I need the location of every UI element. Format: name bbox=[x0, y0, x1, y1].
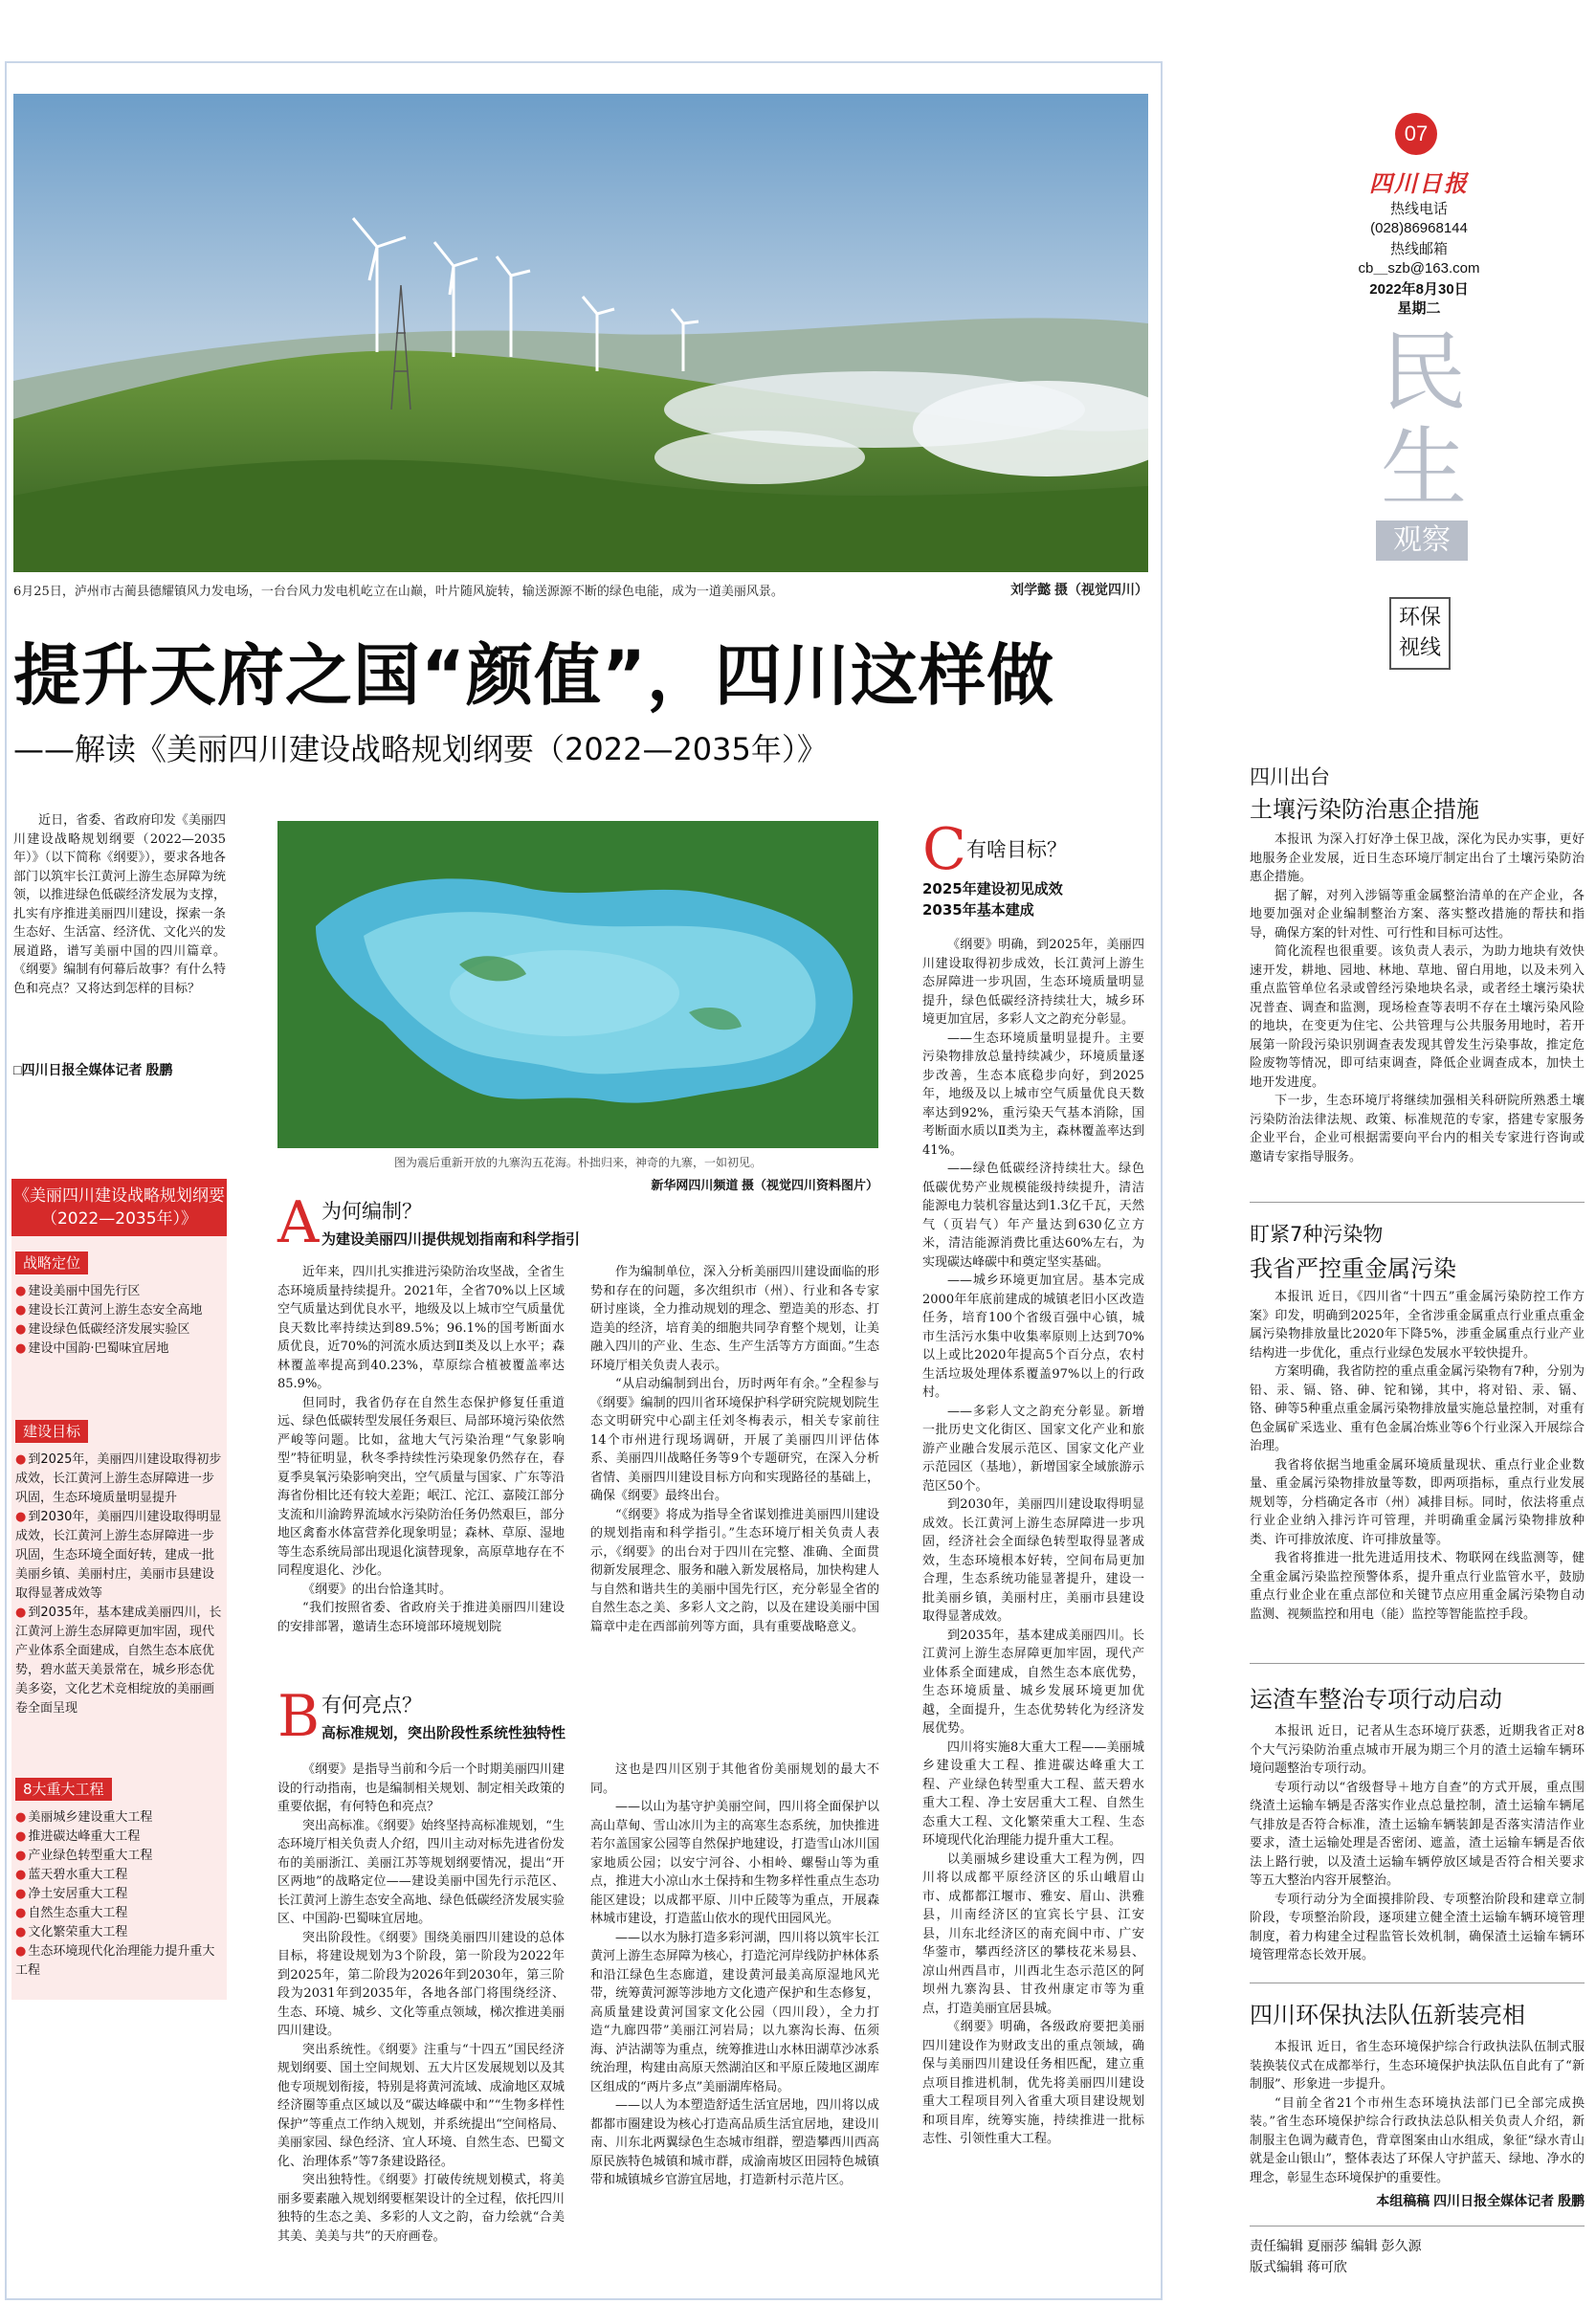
list-item: ● 产业绿色转型重大工程 bbox=[15, 1847, 224, 1866]
section-b-title: 有何亮点？ bbox=[321, 1694, 422, 1717]
section-b-letter: B bbox=[277, 1683, 321, 1750]
paragraph: 四川将实施8大重大工程——美丽城乡建设重大工程、推进碳达峰重大工程、产业绿色转型重大工程、蓝天碧水重大工程、净土安居重大工程、自然生态重大工程、文化繁荣重大工程、生态环境现代化治理能力提升重大工程。 bbox=[922, 1739, 1144, 1848]
list-item: ● 到2030年，美丽四川建设取得明显成效，长江黄河上游生态屏障进一步巩固，生态环境全面好转，建成一批美丽乡镇、美丽村庄，美丽市县建设取得显著成效等 bbox=[15, 1508, 224, 1604]
paragraph: 本报讯 为深入打好净土保卫战，深化为民办实事，更好地服务企业发展，近日生态环境厅制定出台了土壤污染防治惠企措施。 bbox=[1250, 832, 1585, 884]
paragraph: ——生态环境质量明显提升。主要污染物排放总量持续减少，环境质量逐步改善，生态本底稳步向好，到2025年，地级及以上城市空气质量优良天数率达到92%，重污染天气基本消除，国考断面水质以Ⅱ类为主，森林覆盖率达到41%。 bbox=[922, 1030, 1144, 1158]
list-item: ● 建设中国韵·巴蜀味宜居地 bbox=[15, 1340, 224, 1359]
paragraph: 这也是四川区别于其他省份美丽规划的最大不同。 bbox=[590, 1762, 879, 1796]
issue-weekday: 星期二 bbox=[1397, 300, 1441, 317]
list-item: ● 自然生态重大工程 bbox=[15, 1904, 224, 1923]
wind-farm-photo bbox=[13, 94, 1148, 572]
editor-credits bbox=[1250, 2235, 1585, 2277]
positioning-list bbox=[15, 1282, 224, 1359]
projects-tag: 8大重大工程 bbox=[15, 1778, 112, 1801]
paragraph: ——城乡环境更加宜居。基本完成2000年年底前建成的城镇老旧小区改造任务，培育100个省级百强中心镇，城市生活污水集中收集率原则上达到70%以上或比2020年提高5个百分点，农村生活垃圾处理体系覆盖97%以上的行政村。 bbox=[922, 1274, 1144, 1400]
hotline-label: 热线电话 bbox=[1389, 201, 1448, 217]
hotline-number: (028)86968144 bbox=[1370, 220, 1468, 236]
list-item: ● 生态环境现代化治理能力提升重大工程 bbox=[15, 1942, 224, 1981]
newspaper-logo: 四川日报 bbox=[1369, 169, 1469, 197]
paragraph: “目前全省21个市州生态环境执法部门已全部完成换装。”省生态环境保护综合行政执法总队相关负责人介绍，新制服主色调为藏青色，背章图案由山水组成，象征“绿水青山就是金山银山”，整体表达了环保人守护蓝天、绿地、净水的理念，彰显生态环境保护的重要性。 bbox=[1250, 2095, 1585, 2185]
paragraph: 《纲要》的出台恰逢其时。 bbox=[302, 1582, 453, 1597]
paragraph: ——以山为基守护美丽空间，四川将全面保护以高山草甸、雪山冰川为主的高寒生态系统，加快推进若尔盖国家公园等自然保护地建设，打造雪山冰川国家地质公园；以安宁河谷、小相岭、螺髻山等为重点，推进大小凉山水土保持和生物多样性重点生态功能区建设；以成都平原、川中丘陵等为重点，开展森林城市建设，打造蓝山依水的现代田园风光。 bbox=[590, 1800, 879, 1926]
news-1-kicker: 四川出台 bbox=[1250, 765, 1330, 788]
goals-list bbox=[15, 1451, 224, 1718]
positioning-tag: 战略定位 bbox=[15, 1252, 88, 1274]
section-c-letter: C bbox=[922, 816, 966, 883]
paragraph: 专项行动分为全面摸排阶段、专项整治阶段和建章立制阶段，专项整治阶段，逐项建立健全渣土运输车辆环境管理制度，着力构建全过程监管长效机制，确保渣土运输车辆环境管理常态长效开展。 bbox=[1250, 1892, 1585, 1962]
paragraph: 我省将依据当地重金属环境质量现状、重点行业企业数量、重金属污染物排放量等数，即两项指标，重点行业发展规划等，分档确定各市（州）减排目标。同时，依法将重点行业企业纳入排污许可管理，并明确重金属污染物排放种类、许可排放浓度、许可排放量等。 bbox=[1250, 1457, 1585, 1547]
section-a-column-1 bbox=[277, 1263, 565, 1646]
paragraph: 我省将推进一批先进适用技术、物联网在线监测等，健全重金属污染监控预警体系，提升重点行业监管水平，鼓励重点行业企业在重点部位和关键节点应用重金属污染物自动监测、视频监控和用电（能）监控等智能监控手段。 bbox=[1250, 1551, 1585, 1622]
list-item: ● 推进碳达峰重大工程 bbox=[15, 1828, 224, 1847]
section-b-subtitle: 高标准规划，突出阶段性系统性独特性 bbox=[321, 1724, 566, 1741]
photo-caption bbox=[13, 577, 1148, 602]
paragraph: 专项行动以“省级督导＋地方自查”的方式开展，重点围绕渣土运输车辆是否落实作业点总量控制，渣土运输车辆尾气排放是否符合标准，渣土运输车辆装卸是否落实清洁作业要求，渣土运输处理是否密闭、遮盖，渣土运输车辆是否依法上路行驶，以及渣土运输车辆停放区域是否符合相关要求等五大整治内容开展整治。 bbox=[1250, 1780, 1585, 1888]
paragraph: “《纲要》将成为指导全省谋划推进美丽四川建设的规划指南和科学指引。”生态环境厅相关负责人表示，《纲要》的出台对于四川在完整、准确、全面贯彻新发展理念、服务和融入新发展格局，加快构建人与自然和谐共生的美丽中国先行区，充分彰显全省的自然生态之美、多彩人文之韵，以及在建设美丽中国篇章中走在西部前列等方面，具有重要战略意义。 bbox=[590, 1507, 879, 1634]
paragraph: 到2030年，美丽四川建设取得明显成效。长江黄河上游生态屏障进一步巩固，经济社会全面绿色转型取得显著成效，生态环境根本好转，空间布局更加合理，生态系统功能显著提升，建设一批美丽乡镇，美丽村庄，美丽市县建设取得显著成效。 bbox=[922, 1497, 1144, 1624]
paragraph: 到2035年，基本建成美丽四川。长江黄河上游生态屏障更加牢固，现代产业体系全面建成，自然生态本底优势，生态环境质量、城乡发展环境更加优越，全面提升，生态优势转化为经济发展优势。 bbox=[922, 1628, 1144, 1736]
paragraph: 作为编制单位，深入分析美丽四川建设面临的形势和存在的问题，多次组织市（州）、行业和各专家研讨座谈，全力推动规划的理念、塑造美的形态、打造美的经济，培育美的细胞共同孕育整个规划，让美融入四川的产业、生态、生产生活等方方面面。”生态环境厅相关负责人表示。 bbox=[590, 1265, 879, 1373]
paragraph: ——以人为本塑造舒适生活宜居地，四川将以成都都市圈建设为核心打造高品质生活宜居地，建设川南、川东北两翼绿色生态城市组群，塑造攀西川西高原民族特色城镇和城市群，成渝南坡区田园特色城镇带和城镇城乡官游宜居地，打造新村示范片区。 bbox=[590, 2098, 879, 2187]
paragraph: ——以水为脉打造多彩河湖，四川将以筑牢长江黄河上游生态屏障为核心，打造沱河岸线防护林体系和沿江绿色生态廊道，建设黄河最美高原湿地风光带，统筹黄河源等涉地方文化遗产保护和生态修复，高质量建设黄河国家文化公园（四川段），全力打造“九廊四带”美丽江河岩局；以九寨沟长海、伍须海、泸沽湖等为重点，统筹推进山水林田湖草沙冰系统治理，构建由高原天然湖泊区和平原丘陵地区湖库区组成的“两片多点”美丽湖库格局。 bbox=[590, 1930, 879, 2094]
list-item: ● 到2035年，基本建成美丽四川，长江黄河上游生态屏障更加牢固，现代产业体系全面建成，自然生态本底优势，碧水蓝天美景常在，城乡形态优美多姿，文化艺术竞相绽放的美丽画卷全面呈现 bbox=[15, 1604, 224, 1718]
section-b-column-1 bbox=[277, 1761, 565, 2285]
lake-photo-credit: 新华网四川频道 摄（视觉四川资料图片） bbox=[651, 1178, 878, 1192]
issue-date: 2022年8月30日 bbox=[1369, 281, 1469, 298]
divider bbox=[1250, 1202, 1585, 1203]
section-a-column-2 bbox=[590, 1263, 879, 1646]
paragraph: 据了解，对列入涉镉等重金属整治清单的在产企业，各地要加强对企业编制整治方案、落实整改措施的帮扶和指导，确保方案的针对性、可行性和目标可达性。 bbox=[1250, 888, 1585, 941]
goals-tag: 建设目标 bbox=[15, 1420, 88, 1443]
editor-line: 版式编辑 蒋可欣 bbox=[1250, 2259, 1347, 2274]
section-c-title: 有啥目标？ bbox=[966, 838, 1067, 861]
news-2-body bbox=[1250, 1288, 1585, 1648]
paragraph: 方案明确，我省防控的重点重金属污染物有7种，分别为铅、汞、镉、铬、砷、铊和锑，其中，将对铅、汞、镉、铬、砷等5种重点重金属污染物排放量实施总量控制，对重有色金属矿采选业、重有色金属冶炼业等6个行业深入开展综合治理。 bbox=[1250, 1364, 1585, 1453]
byline: □四川日报全媒体记者 殷鹏 bbox=[13, 1062, 173, 1077]
plan-summary-title: 《美丽四川建设战略规划纲要（2022—2035年）》 bbox=[11, 1179, 227, 1236]
column-tag: 环保视线 bbox=[1389, 597, 1451, 670]
plan-summary-box bbox=[11, 1179, 227, 2000]
paragraph: ——多彩人文之韵充分彰显。新增一批历史文化街区、国家文化产业和旅游产业融合发展示范区、国家文化产业示范园区（基地），新增国家全域旅游示范区50个。 bbox=[922, 1404, 1144, 1494]
paragraph: 下一步，生态环境厅将继续加强相关科研院所熟悉土壤污染防治法律法规、政策、标准规范的专家，搭建专家服务企业平台，企业可根据需要向平台内的相关专家进行咨询或邀请专家指导服务。 bbox=[1250, 1094, 1585, 1164]
lake-photo bbox=[277, 821, 878, 1148]
section-a-subtitle: 为建设美丽四川提供规划指南和科学指引 bbox=[321, 1230, 581, 1248]
email-label: 热线邮箱 bbox=[1389, 241, 1448, 257]
editor-line: 责任编辑 夏丽莎 编辑 彭久源 bbox=[1250, 2238, 1422, 2253]
section-c-column bbox=[922, 936, 1144, 2285]
news-3-body bbox=[1250, 1722, 1585, 1981]
paragraph: 本报讯 近日，记者从生态环境厅获悉，近期我省正对8个大气污染防治重点城市开展为期三个月的渣土运输车辆环境问题整治专项行动。 bbox=[1250, 1724, 1585, 1776]
paragraph: 突出独特性。《纲要》打破传统规划模式，将美丽多要素融入规划纲要框架设计的全过程，依托四川独特的生态之美、多彩的人文之韵，奋力绘就“合美其美、美美与共”的天府画卷。 bbox=[277, 2173, 565, 2244]
news-2-headline: 我省严控重金属污染 bbox=[1250, 1255, 1456, 1282]
paragraph: 本报讯 近日，《四川省“十四五”重金属污染防控工作方案》印发，明确到2025年，全省涉重金属重点行业重点重金属污染物排放量比2020年下降5%，涉重金属重点行业产业结构进一步优化，重点行业绿色发展水平较快提升。 bbox=[1250, 1290, 1585, 1361]
news-1-headline: 土壤污染防治惠企措施 bbox=[1250, 796, 1479, 823]
paragraph: 《纲要》是指导当前和今后一个时期美丽四川建设的行动指南，也是编制相关规划、制定相关政策的重要依据，有何特色和亮点？ bbox=[277, 1762, 565, 1814]
section-c-subtitle-2: 2035年基本建成 bbox=[922, 901, 1034, 919]
list-item: ● 文化繁荣重大工程 bbox=[15, 1923, 224, 1942]
subheadline: ——解读《美丽四川建设战略规划纲要（2022—2035年）》 bbox=[13, 731, 828, 767]
caption-text: 6月25日，泸州市古蔺县德耀镇风力发电场，一台台风力发电机屹立在山巅，叶片随风旋转，输送源源不断的绿色电能，成为一道美丽风景。 bbox=[13, 584, 784, 599]
divider bbox=[1250, 1663, 1585, 1664]
projects-list bbox=[15, 1808, 224, 1981]
section-a-title: 为何编制？ bbox=[321, 1200, 422, 1223]
paragraph: 突出高标准。《纲要》始终坚持高标准规划，“生态环境厅相关负责人介绍，四川主动对标先进省份发布的美丽浙江、美丽江苏等规划纲要情况，提出“开区两地”的战略定位——建设美丽中国先行示范区、长江黄河上游生态安全高地、绿色低碳经济发展实验区、中国韵·巴蜀味宜居地。 bbox=[277, 1818, 565, 1926]
paragraph: 突出阶段性。《纲要》围绕美丽四川建设的总体目标，将建设规划为3个阶段，第一阶段为2022年到2025年，第二阶段为2026年到2030年，第三阶段为2031年到2035年，各地各部门将围绕经济、生态、环境、城乡、文化等重点领域，梯次推进美丽四川建设。 bbox=[277, 1930, 565, 2038]
list-item: ● 建设长江黄河上游生态安全高地 bbox=[15, 1301, 224, 1320]
photo-credit: 刘学懿 摄（视觉四川） bbox=[1010, 582, 1148, 597]
list-item: ● 净土安居重大工程 bbox=[15, 1885, 224, 1904]
news-4-headline: 四川环保执法队伍新装亮相 bbox=[1250, 2002, 1525, 2028]
list-item: ● 美丽城乡建设重大工程 bbox=[15, 1808, 224, 1828]
paragraph: 本报讯 近日，省生态环境保护综合行政执法队伍制式服装换装仪式在成都举行，生态环境保护执法队伍自此有了“新制服”、形象进一步提升。 bbox=[1250, 2040, 1585, 2092]
section-a-letter: A bbox=[277, 1189, 320, 1256]
paragraph: 以美丽城乡建设重大工程为例，四川将以成都平原经济区的乐山峨眉山市、成都都江堰市、雅安、眉山、洪雅县，川南经济区的宜宾长宁县、江安县，川东北经济区的南充阆中市、广安华蓥市，攀西经济区的攀枝花米易县、凉山州西昌市，川西北生态示范区的阿坝州九寨沟县、甘孜州康定市等为重点，打造美丽宜居县城。 bbox=[922, 1851, 1144, 2016]
paragraph: 突出系统性。《纲要》注重与“十四五”国民经济规划纲要、国土空间规划、五大片区发展规划以及其他专项规划衔接，特别是将黄河流域、成渝地区双城经济圈等重点区域以及“碳达峰碳中和”“生物多样性保护”等重点工作纳入规划，并系统提出“空间格局、美丽家园、绿色经济、宜人环境、自然生态、巴蜀文化、治理体系”等7条建设路径。 bbox=[277, 2042, 565, 2169]
list-item: ● 蓝天碧水重大工程 bbox=[15, 1866, 224, 1885]
news-2-kicker: 盯紧7种污染物 bbox=[1250, 1223, 1384, 1246]
news-4-body bbox=[1250, 2038, 1585, 2187]
paragraph: ——绿色低碳经济持续壮大。绿色低碳优势产业规模能级持续提升，清洁能源电力装机容量达到1.3亿千瓦，天然气（页岩气）年产量达到630亿立方米，清洁能源消费比重达60%左右，为实现碳达峰碳中和奠定坚实基础。 bbox=[922, 1162, 1144, 1270]
section-name: 民生 bbox=[1381, 322, 1467, 519]
paragraph: 但同时，我省仍存在自然生态保护修复任重道远、绿色低碳转型发展任务艰巨、局部环境污染依然严峻等问题。比如，盆地大气污染治理“气象影响型”特征明显，秋冬季持续性污染现象仍然存在，春夏季臭氧污染影响突出，空气质量与国家、广东等沿海省份相比还有较大差距；岷江、沱江、嘉陵江部分支流和川渝跨界流域水污染防治任务仍然艰巨，部分地区禽畜水体富营养化现象明显；森林、草原、湿地等生态系统局部出现退化演替现象，高原草地存在不同程度退化、沙化。 bbox=[277, 1395, 565, 1578]
news-3-headline: 运渣车整治专项行动启动 bbox=[1250, 1686, 1502, 1713]
news-1-body bbox=[1250, 831, 1585, 1185]
paragraph: 《纲要》明确，各级政府要把美丽四川建设作为财政支出的重点领域，确保与美丽四川建设任务相匹配，建立重点项目推进机制，优先将美丽四川建设重大工程项目列入省重大项目建设规划和项目库，统筹实施，持续推进一批标志性、引领性重大工程。 bbox=[922, 2020, 1144, 2146]
intro-paragraph: 近日，省委、省政府印发《美丽四川建设战略规划纲要（2022—2035年）》（以下简称《纲要》），要求各地各部门以筑牢长江黄河上游生态屏障为统领，以推进绿色低碳经济发展为支撑，扎实有序推进美丽四川建设，探索一条生态好、生活富、经济优、文化兴的发展道路，谱写美丽中国的四川篇章。《纲要》编制有何幕后故事？有什么特色和亮点？又将达到怎样的目标？ bbox=[13, 813, 226, 996]
list-item: ● 到2025年，美丽四川建设取得初步成效，长江黄河上游生态屏障进一步巩固，生态环境质量明显提升 bbox=[15, 1451, 224, 1508]
paragraph: “从启动编制到出台，历时两年有余。”全程参与《纲要》编制的四川省环境保护科学研究院规划院生态文明研究中心副主任刘冬梅表示，相关专家前往14个市州进行现场调研，开展了美丽四川评估体系、美丽四川战略任务等9个专题研究，在深入分析省情、美丽四川建设目标方向和实现路径的基础上，确保《纲要》最终出台。 bbox=[590, 1377, 879, 1503]
section-subname: 观察 bbox=[1376, 521, 1468, 561]
headline: 提升天府之国“颜值”，四川这样做 bbox=[13, 636, 1055, 715]
reporter-signature: 本组稿稿 四川日报全媒体记者 殷鹏 bbox=[1376, 2193, 1585, 2208]
paragraph: 《纲要》明确，到2025年，美丽四川建设取得初步成效，长江黄河上游生态屏障进一步巩固，生态环境质量明显提升，绿色低碳经济持续壮大，城乡环境更加宜居，多彩人文之韵充分彰显。 bbox=[922, 938, 1144, 1027]
paragraph: 简化流程也很重要。该负责人表示，为助力地块有效快速开发，耕地、园地、林地、草地、留白用地，以及未列入重点监管单位名录或曾经污染地块名录，或者经土壤污染状况普查、调查和监测，现场检查等表明不存在土壤污染风险的地块，在变更为住宅、公共管理与公共服务用地时，若开展第一阶段污染识别调查表发现其曾发生污染事故，推定危险废物等情况，即可结束调查，降低企业调查成本，加快土地开发进度。 bbox=[1250, 944, 1585, 1090]
page-number-badge: 07 bbox=[1395, 113, 1437, 155]
email-address: cb＿szb@163.com bbox=[1358, 260, 1480, 277]
section-b-column-2 bbox=[590, 1761, 879, 2285]
paragraph: “我们按照省委、省政府关于推进美丽四川建设的安排部署，邀请生态环境部环境规划院 bbox=[277, 1601, 565, 1634]
list-item: ● 建设绿色低碳经济发展实验区 bbox=[15, 1320, 224, 1340]
lake-photo-caption: 图为震后重新开放的九寨沟五花海。朴拙归来，神奇的九寨，一如初见。 bbox=[393, 1156, 762, 1169]
list-item: ● 建设美丽中国先行区 bbox=[15, 1282, 224, 1301]
paragraph: 近年来，四川扎实推进污染防治攻坚战，全省生态环境质量持续提升。2021年，全省70%以上区域空气质量达到优良水平，地级及以上城市空气质量优良天数比率持续达到89.5%；96.1%的国考断面水质优良，近70%的河流水质达到Ⅱ类及以上水平；森林覆盖率提高到40.23%，草原综合植被覆盖率达85.9%。 bbox=[277, 1265, 565, 1391]
section-c-subtitle-1: 2025年建设初见成效 bbox=[922, 880, 1063, 897]
